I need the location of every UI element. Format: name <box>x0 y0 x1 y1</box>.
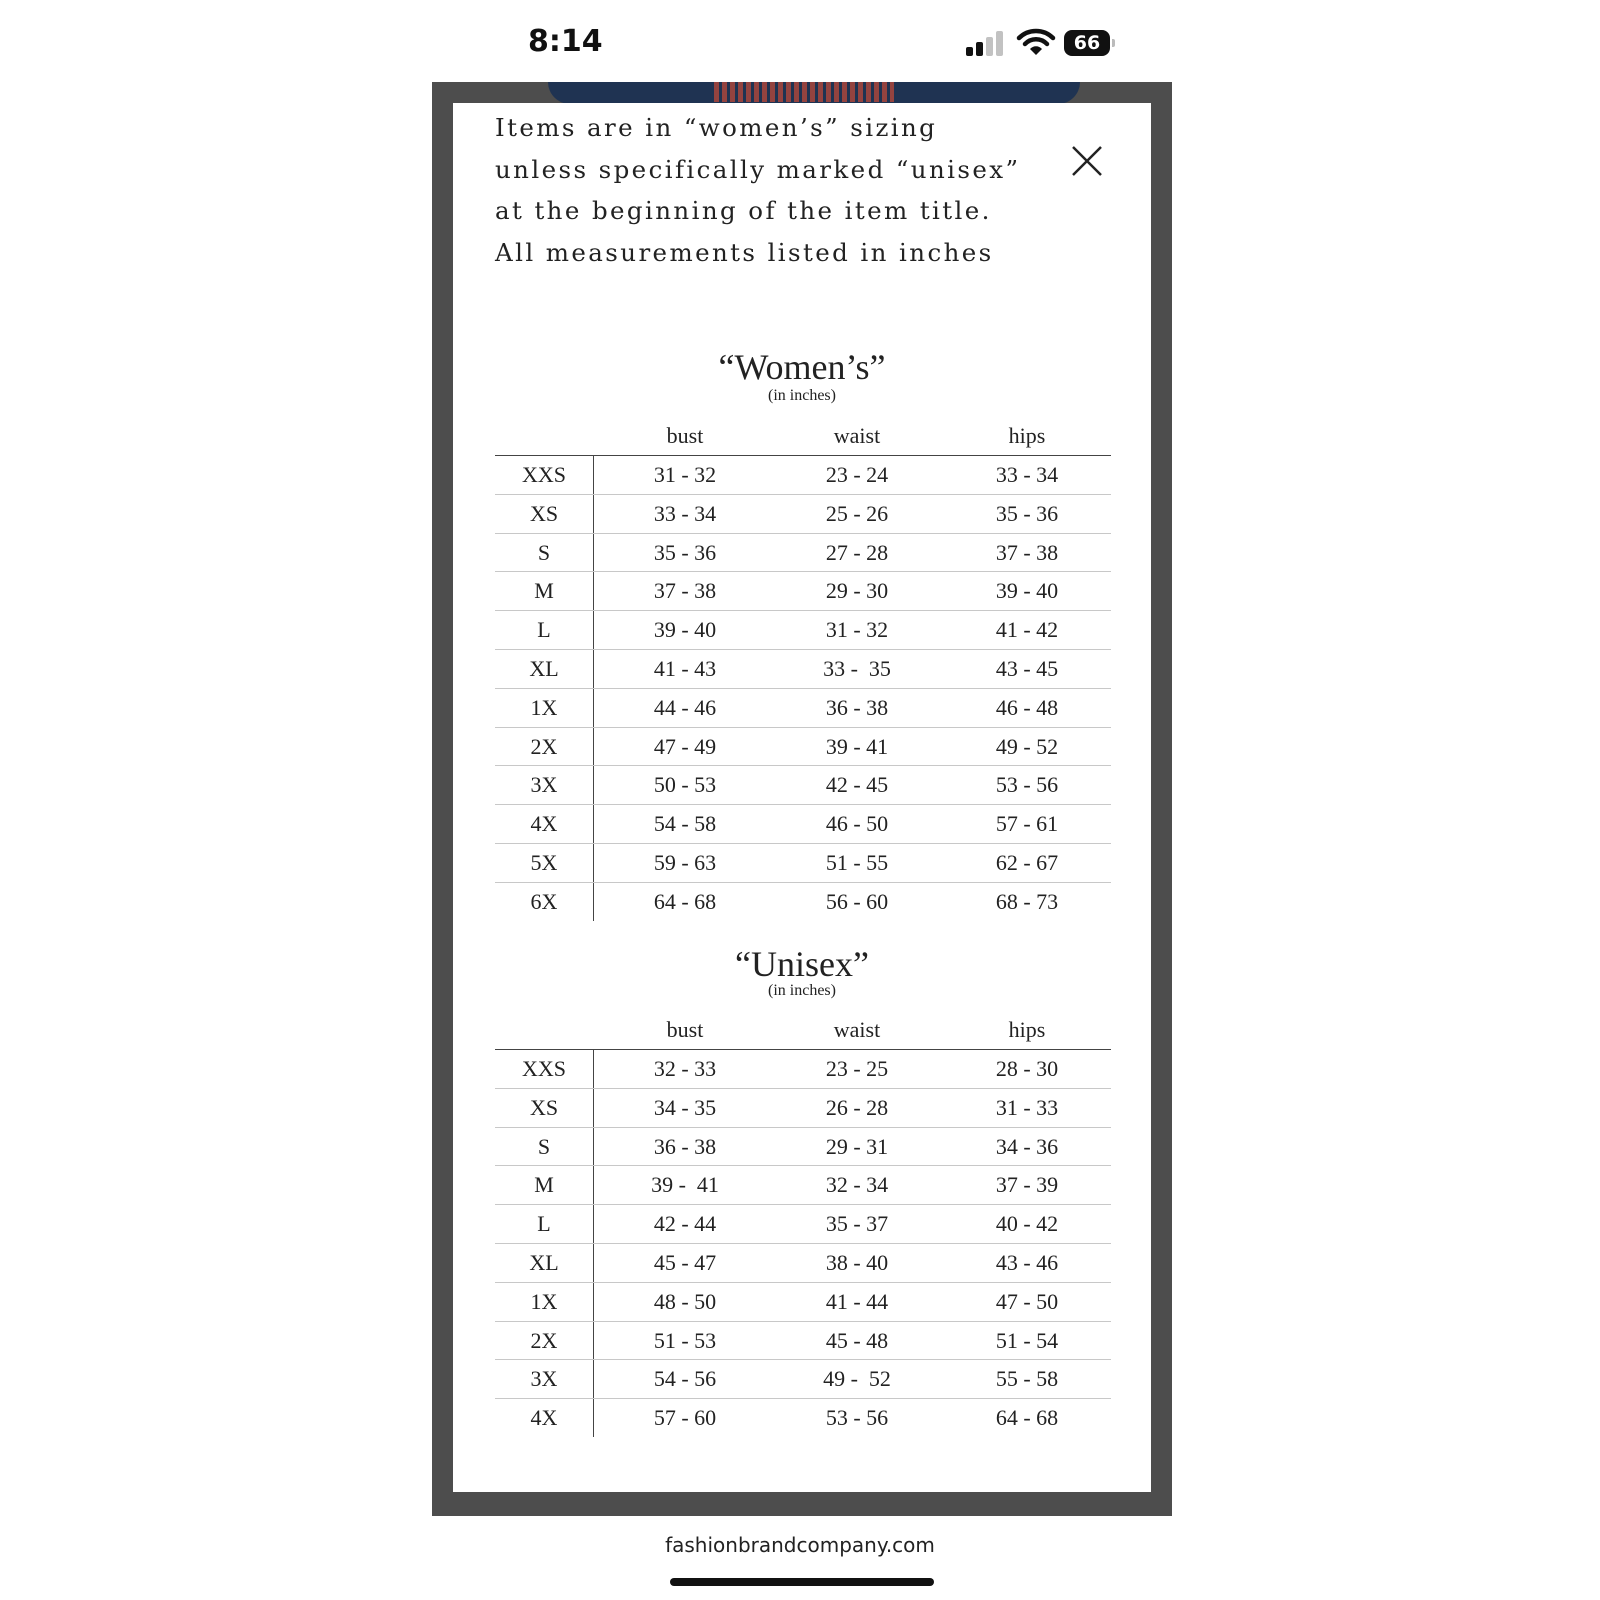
bust-value: 50 - 53 <box>653 772 717 798</box>
close-icon[interactable] <box>1069 143 1105 179</box>
cellular-signal-icon <box>966 30 1006 56</box>
size-label: M <box>534 1172 554 1198</box>
bust-value: 57 - 60 <box>653 1405 717 1431</box>
unisex-section-subtitle: (in inches) <box>768 982 836 999</box>
size-label: XS <box>529 1094 559 1120</box>
bust-value: 59 - 63 <box>653 849 717 875</box>
hips-value: 64 - 68 <box>995 1405 1059 1431</box>
size-label: 3X <box>530 772 558 798</box>
hips-value: 51 - 54 <box>995 1327 1059 1353</box>
waist-value: 26 - 28 <box>825 1094 889 1120</box>
table-row <box>495 883 1111 921</box>
size-label: L <box>537 617 551 643</box>
table-row <box>495 1128 1111 1167</box>
waist-value: 36 - 38 <box>825 694 889 720</box>
unisex-section-title: “Unisex” <box>735 944 869 984</box>
waist-value: 32 - 34 <box>825 1172 889 1198</box>
table-row <box>495 650 1111 689</box>
hips-value: 40 - 42 <box>995 1211 1059 1237</box>
table-row <box>495 766 1111 805</box>
battery-level: 66 <box>1064 30 1110 56</box>
hips-value: 28 - 30 <box>995 1056 1059 1081</box>
waist-value: 31 - 32 <box>825 617 889 643</box>
hips-value: 53 - 56 <box>995 772 1059 798</box>
waist-value: 27 - 28 <box>825 539 889 565</box>
table-row <box>495 1322 1111 1361</box>
table-row <box>495 1283 1111 1322</box>
bust-value: 45 - 47 <box>653 1249 717 1275</box>
womens-size-table <box>495 413 1111 921</box>
waist-value: 51 - 55 <box>825 849 889 875</box>
status-bar <box>0 0 1600 80</box>
bust-value: 32 - 33 <box>653 1056 717 1081</box>
hips-value: 43 - 46 <box>995 1249 1059 1275</box>
waist-value: 29 - 30 <box>825 578 889 604</box>
table-body <box>495 456 1111 921</box>
table-body <box>495 1050 1111 1437</box>
hips-value: 35 - 36 <box>995 500 1059 526</box>
hips-value: 43 - 45 <box>995 655 1059 681</box>
bust-value: 54 - 58 <box>653 811 717 837</box>
bust-value: 47 - 49 <box>653 733 717 759</box>
battery-tip <box>1112 39 1115 47</box>
waist-value: 39 - 41 <box>825 733 889 759</box>
size-label: 1X <box>530 1288 558 1314</box>
waist-value: 49 - 52 <box>823 1366 891 1392</box>
table-row <box>495 689 1111 728</box>
table-row <box>495 495 1111 534</box>
background-banner <box>548 82 1080 104</box>
bust-value: 37 - 38 <box>653 578 717 604</box>
size-label: 3X <box>530 1366 558 1392</box>
size-label: L <box>537 1211 551 1237</box>
size-label: M <box>534 578 554 604</box>
hips-value: 37 - 38 <box>995 539 1059 565</box>
table-row <box>495 534 1111 573</box>
womens-section-title: “Women’s” <box>718 347 886 387</box>
table-row <box>495 1399 1111 1437</box>
table-row <box>495 844 1111 883</box>
size-label: 2X <box>530 1327 558 1353</box>
table-row <box>495 1089 1111 1128</box>
column-header-bust: bust <box>666 1017 704 1042</box>
hips-value: 33 - 34 <box>995 462 1059 487</box>
waist-value: 45 - 48 <box>825 1327 889 1353</box>
size-label: XXS <box>521 462 566 487</box>
size-label: XS <box>529 500 559 526</box>
waist-value: 25 - 26 <box>825 500 889 526</box>
site-url[interactable]: fashionbrandcompany.com <box>665 1533 935 1557</box>
wifi-icon <box>1016 27 1056 57</box>
size-label: 2X <box>530 733 558 759</box>
hips-value: 37 - 39 <box>995 1172 1059 1198</box>
hips-value: 41 - 42 <box>995 617 1059 643</box>
unisex-size-table <box>495 1007 1111 1437</box>
hips-value: 62 - 67 <box>995 849 1059 875</box>
hips-value: 68 - 73 <box>995 888 1059 914</box>
waist-value: 41 - 44 <box>825 1288 889 1314</box>
table-row <box>495 1244 1111 1283</box>
table-header <box>495 1007 1111 1049</box>
bust-value: 31 - 32 <box>653 462 717 487</box>
waist-value: 35 - 37 <box>825 1211 889 1237</box>
table-row <box>495 572 1111 611</box>
bust-value: 39 - 41 <box>651 1172 719 1198</box>
column-header-waist: waist <box>833 1017 881 1042</box>
bust-value: 34 - 35 <box>653 1094 717 1120</box>
size-chart-modal <box>453 103 1151 1492</box>
size-label: S <box>537 1133 551 1159</box>
womens-section-subtitle: (in inches) <box>768 387 836 404</box>
waist-value: 56 - 60 <box>825 888 889 914</box>
table-row <box>495 1360 1111 1399</box>
hips-value: 55 - 58 <box>995 1366 1059 1392</box>
waist-value: 23 - 25 <box>825 1056 889 1081</box>
table-row <box>495 611 1111 650</box>
bust-value: 51 - 53 <box>653 1327 717 1353</box>
table-row <box>495 1050 1111 1089</box>
table-row <box>495 805 1111 844</box>
size-label: S <box>537 539 551 565</box>
table-row <box>495 456 1111 495</box>
waist-value: 46 - 50 <box>825 811 889 837</box>
waist-value: 33 - 35 <box>823 655 891 681</box>
bust-value: 48 - 50 <box>653 1288 717 1314</box>
column-header-waist: waist <box>833 423 881 448</box>
size-label: 1X <box>530 694 558 720</box>
size-label: XXS <box>521 1056 566 1081</box>
table-row <box>495 1166 1111 1205</box>
column-header-hips: hips <box>1008 1017 1046 1042</box>
bust-value: 39 - 40 <box>653 617 717 643</box>
sizing-intro-text: Items are in “women’s” sizing unless specifically marked “unisex” at the beginning of the item title. All measurements listed in inches <box>495 113 1021 267</box>
table-row <box>495 1205 1111 1244</box>
waist-value: 23 - 24 <box>825 462 889 487</box>
status-time: 8:14 <box>528 24 603 59</box>
hips-value: 31 - 33 <box>995 1094 1059 1120</box>
hips-value: 46 - 48 <box>995 694 1059 720</box>
bust-value: 64 - 68 <box>653 888 717 914</box>
column-header-bust: bust <box>666 423 704 448</box>
banner-pattern <box>714 82 894 102</box>
size-label: 5X <box>530 849 558 875</box>
column-header-hips: hips <box>1008 423 1046 448</box>
hips-value: 39 - 40 <box>995 578 1059 604</box>
battery-icon <box>1064 30 1116 56</box>
bust-value: 42 - 44 <box>653 1211 717 1237</box>
bust-value: 44 - 46 <box>653 694 717 720</box>
bust-value: 33 - 34 <box>653 500 717 526</box>
hips-value: 49 - 52 <box>995 733 1059 759</box>
table-row <box>495 728 1111 767</box>
size-label: 6X <box>530 888 558 914</box>
hips-value: 57 - 61 <box>995 811 1059 837</box>
size-label: XL <box>529 1249 559 1275</box>
bust-value: 36 - 38 <box>653 1133 717 1159</box>
size-label: 4X <box>530 1405 558 1431</box>
home-indicator[interactable] <box>670 1578 934 1586</box>
size-label: 4X <box>530 811 558 837</box>
waist-value: 38 - 40 <box>825 1249 889 1275</box>
bust-value: 41 - 43 <box>653 655 717 681</box>
bust-value: 54 - 56 <box>653 1366 717 1392</box>
size-label: XL <box>529 655 559 681</box>
waist-value: 29 - 31 <box>825 1133 889 1159</box>
table-header <box>495 413 1111 455</box>
hips-value: 47 - 50 <box>995 1288 1059 1314</box>
waist-value: 53 - 56 <box>825 1405 889 1431</box>
bust-value: 35 - 36 <box>653 539 717 565</box>
waist-value: 42 - 45 <box>825 772 889 798</box>
hips-value: 34 - 36 <box>995 1133 1059 1159</box>
